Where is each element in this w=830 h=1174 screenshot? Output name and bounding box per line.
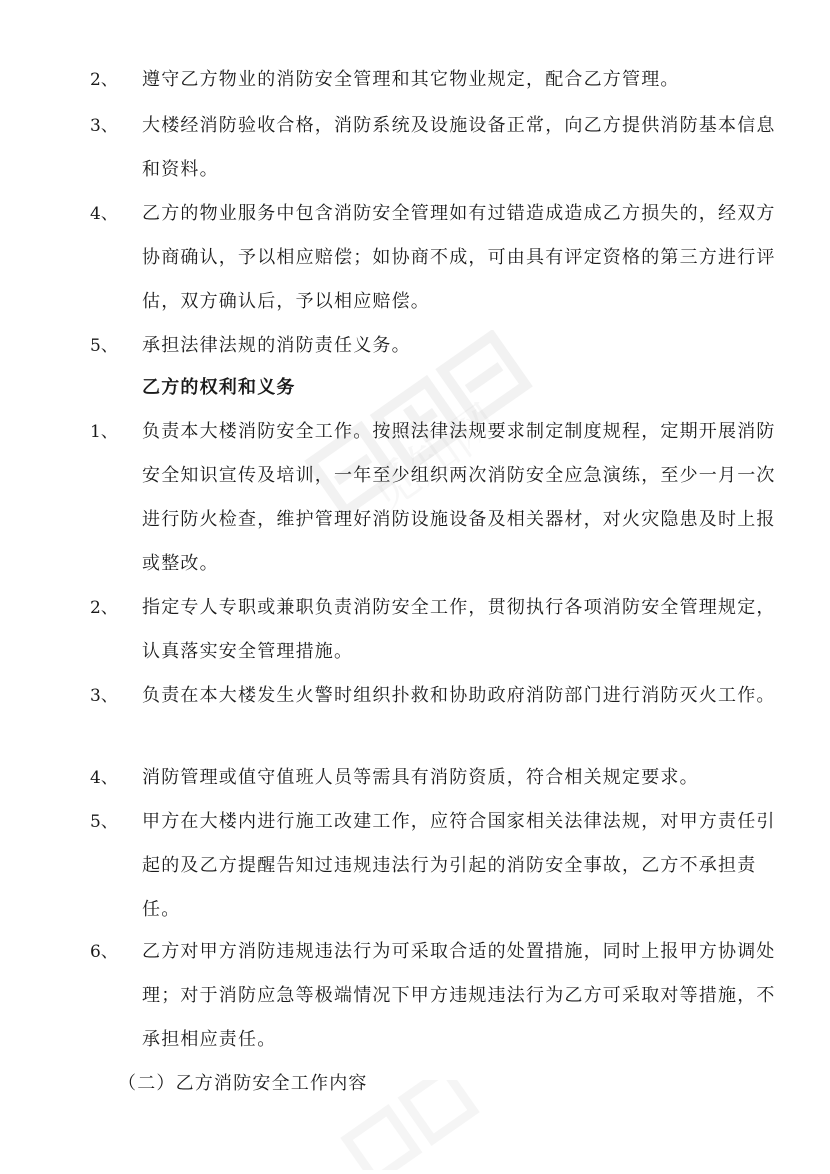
item-number: 5、 [90, 812, 118, 832]
item-text: 消防管理或值守值班人员等需具有消防资质，符合相关规定要求。 [142, 767, 699, 788]
item-text: 指定专人专职或兼职负责消防安全工作，贯彻执行各项消防安全管理规定，认真落实安全管理措施。 [142, 597, 776, 662]
item-text: 甲方在大楼内进行施工改建工作，应符合国家相关法律法规，对甲方责任引起的及乙方提醒告知过违规违法行为引起的消防安全事故，乙方不承担责任。 [142, 811, 776, 920]
watermark-text: 觅知网 [359, 393, 510, 523]
item-text: 乙方对甲方消防违规违法行为可采取合适的处置措施，同时上报甲方协调处理；对于消防应急等极端情况下甲方违规违法行为乙方可采取对等措施，不承担相应责任。 [142, 941, 776, 1050]
item-text: 遵守乙方物业的消防安全管理和其它物业规定，配合乙方管理。 [142, 69, 680, 90]
section-heading: 乙方的权利和义务 [142, 377, 296, 398]
item-number: 3、 [90, 686, 118, 706]
item-number: 2、 [90, 598, 118, 618]
item-number: 3、 [90, 116, 118, 136]
subsection-heading: （二）乙方消防安全工作内容 [118, 1073, 368, 1094]
item-text: 负责本大楼消防安全工作。按照法律法规要求制定制度规程，定期开展消防安全知识宣传及培训，一年至少组织两次消防安全应急演练，至少一月一次进行防火检查，维护管理好消防设施设备及相关器材，对火灾隐患及时上报或整改。 [142, 421, 776, 574]
item-number: 4、 [90, 768, 118, 788]
item-number: 5、 [90, 336, 118, 356]
item-number: 2、 [90, 70, 118, 90]
item-number: 6、 [90, 942, 118, 962]
item-number: 4、 [90, 204, 118, 224]
item-text: 承担法律法规的消防责任义务。 [142, 335, 411, 356]
item-number: 1、 [90, 422, 118, 442]
item-text: 负责在本大楼发生火警时组织扑救和协助政府消防部门进行消防灭火工作。 [142, 685, 776, 706]
item-text: 大楼经消防验收合格，消防系统及设施设备正常，向乙方提供消防基本信息和资料。 [142, 115, 776, 180]
item-text: 乙方的物业服务中包含消防安全管理如有过错造成造成乙方损失的，经双方协商确认，予以相应赔偿；如协商不成，可由具有评定资格的第三方进行评估，双方确认后，予以相应赔偿。 [142, 203, 776, 312]
